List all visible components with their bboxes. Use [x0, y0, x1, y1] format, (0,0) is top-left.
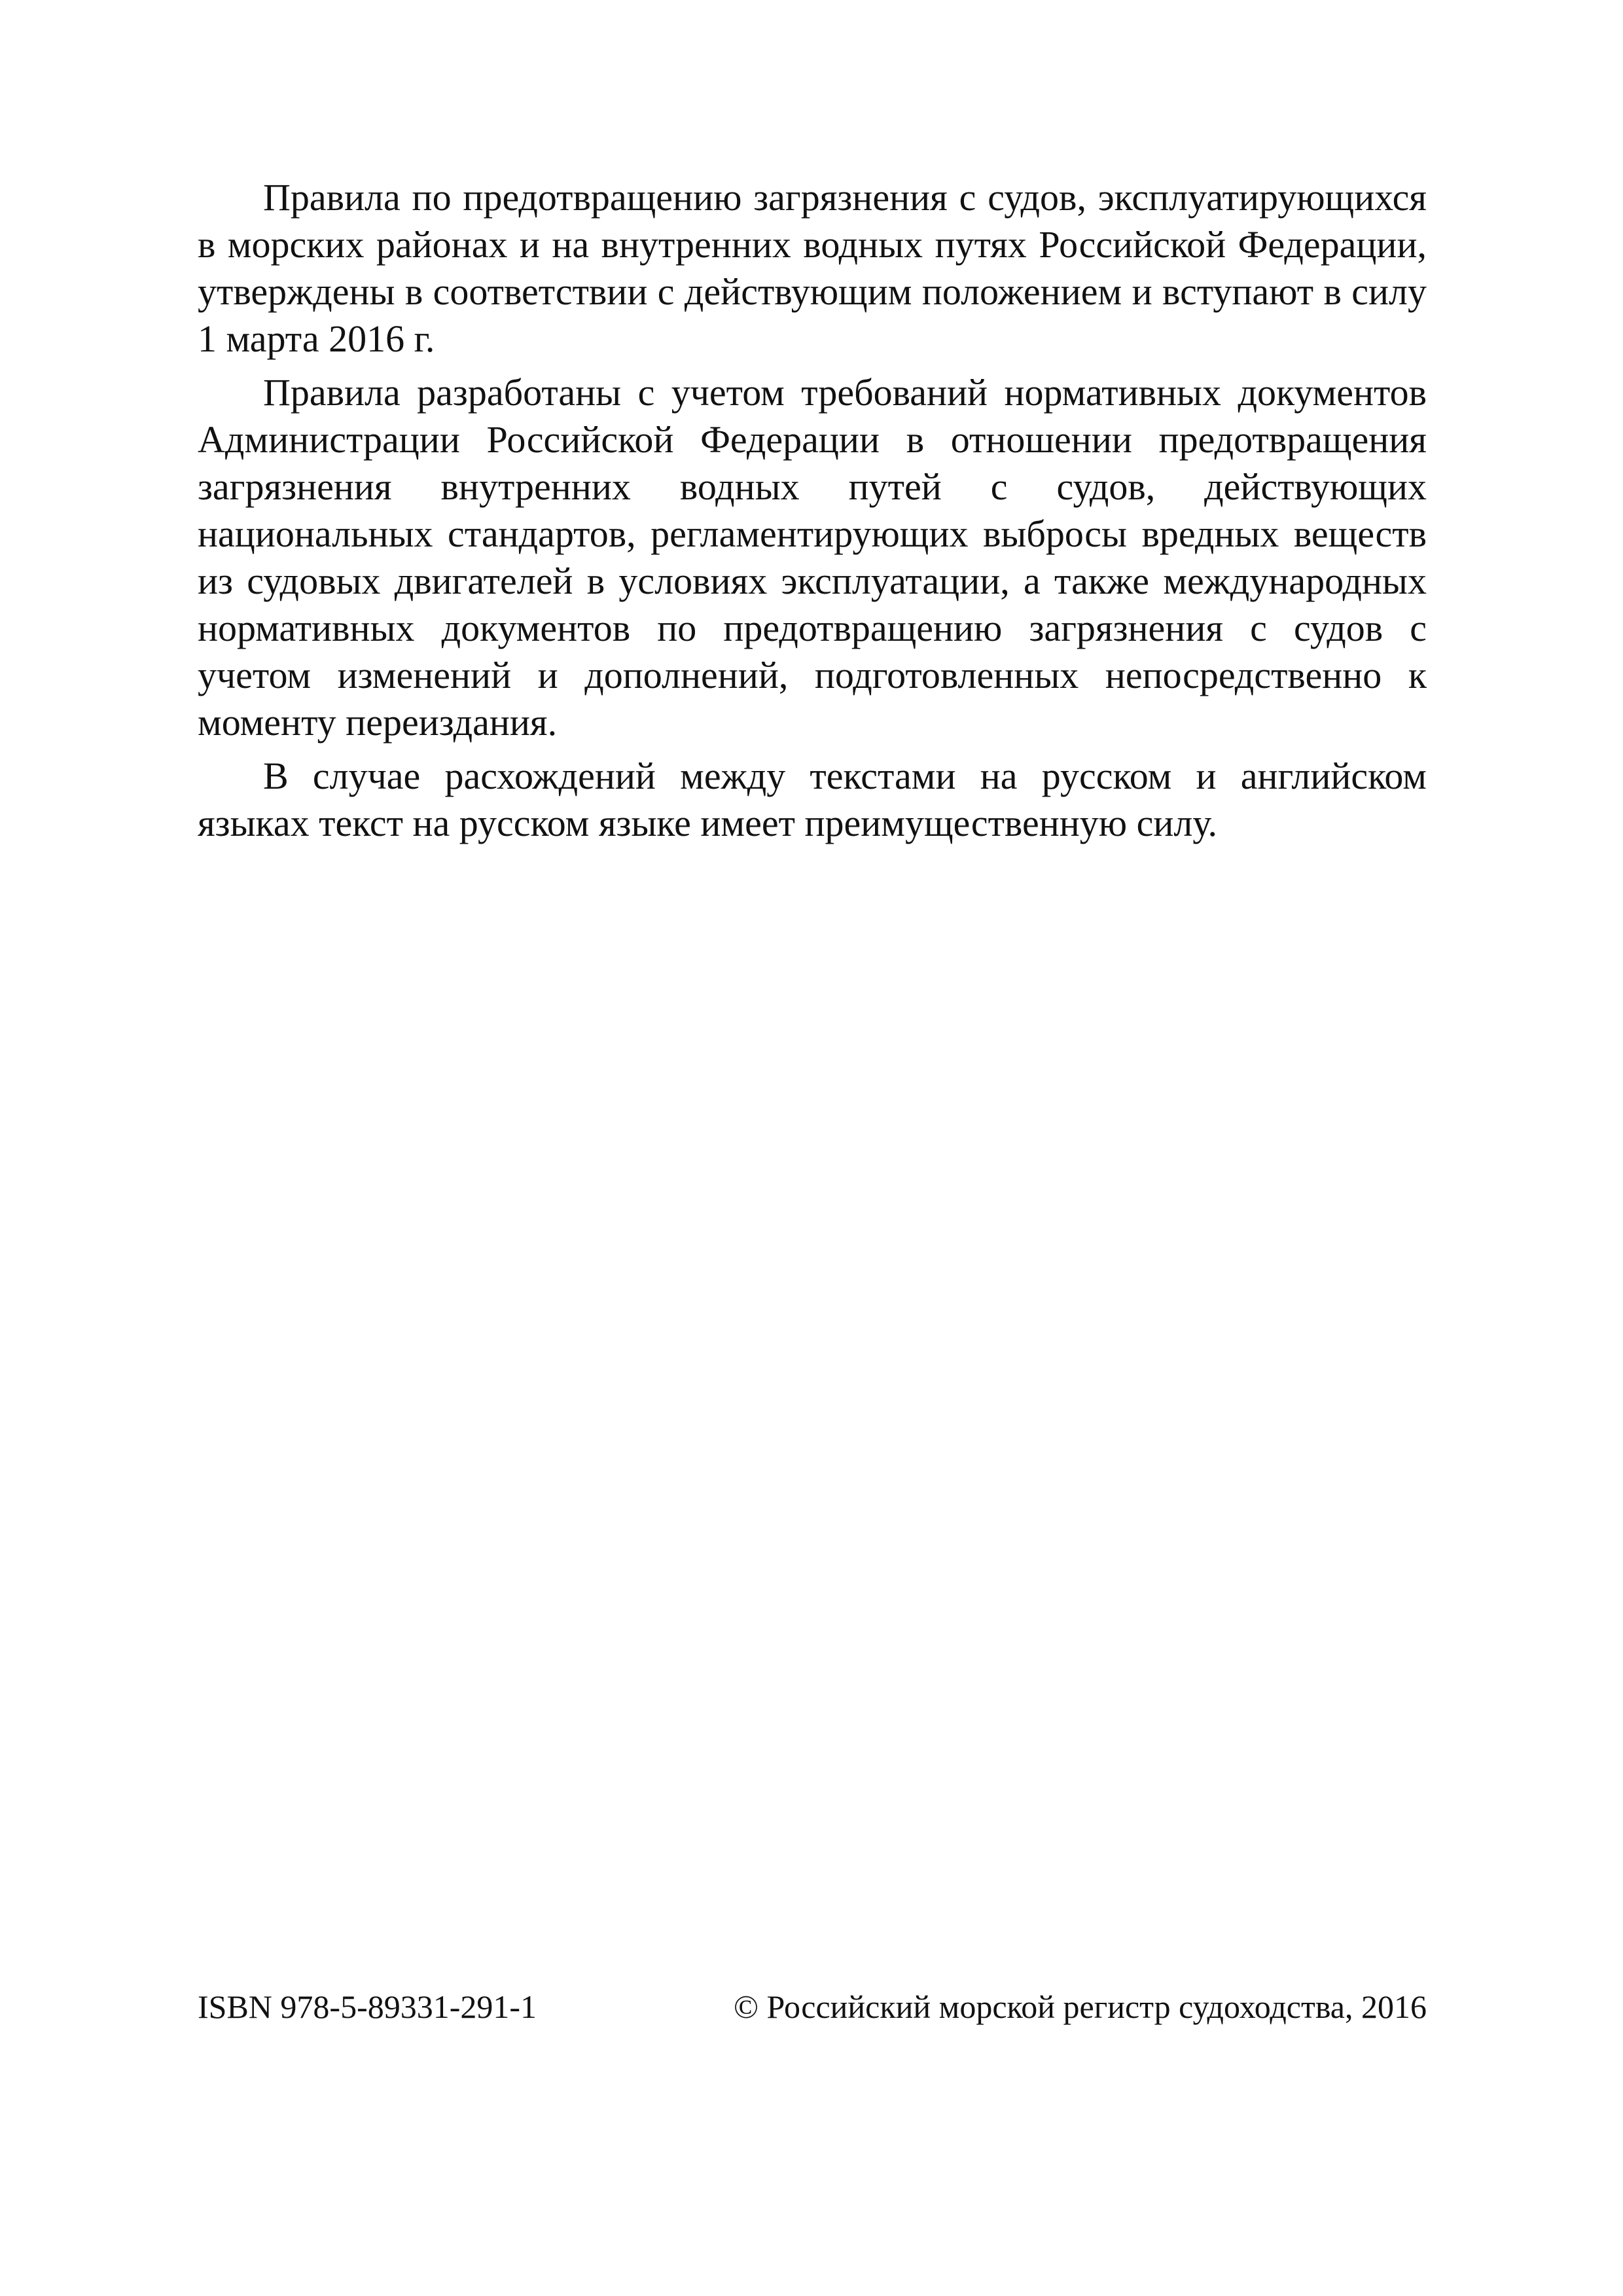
- paragraph-development-basis: Правила разработаны с учетом требований нормативных документов Администрации Российской Федерации в отношении предотвращения загрязнения внутренних водных путей с судов, действующих национальных стандартов, регламентирующих выбросы вредных веществ из судовых двигателей в условиях эксплуатации, а также международных нормативных документов по предотвращению загрязнения с судов с учетом изменений и дополнений, подготовленных непосредственно к моменту переиздания.: [198, 371, 1427, 744]
- body-text: [198, 174, 1427, 847]
- paragraph-effective-date: Правила по предотвращению загрязнения с судов, эксплуатирующихся в морских районах и на внутренних водных путях Российской Федерации, утверждены в соответствии с действующим положением и вступают в силу 1 марта 2016 г.: [198, 176, 1427, 360]
- page-footer: [198, 1983, 1427, 2030]
- copyright-notice: © Российский морской регистр судоходства, 2016: [733, 1988, 1427, 2025]
- paragraph-language-precedence: В случае расхождений между текстами на русском и английском языках текст на русском языке имеет преимущественную силу.: [198, 755, 1427, 844]
- isbn-number: ISBN 978-5-89331-291-1: [198, 1988, 537, 2025]
